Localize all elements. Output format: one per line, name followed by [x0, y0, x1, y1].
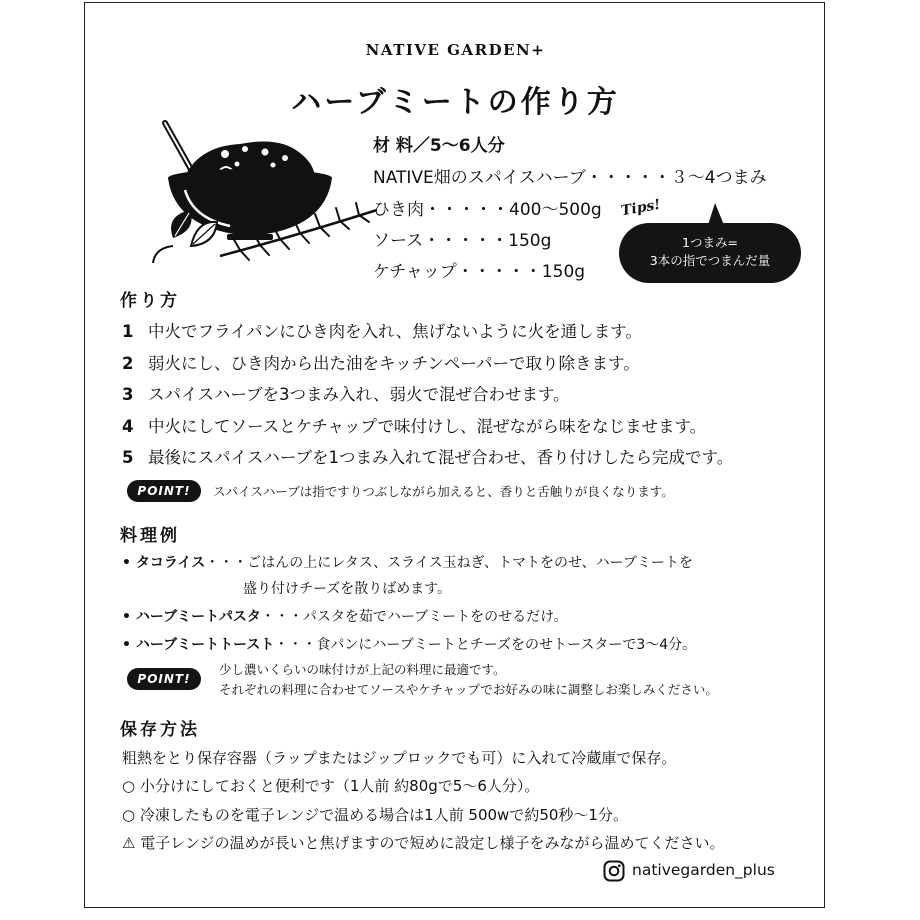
materials-heading: 材 料／5～6人分 [373, 136, 505, 156]
material-item: ケチャップ・・・・・150g [373, 262, 586, 282]
material-item: ソース・・・・・150g [373, 231, 552, 251]
step-number: 3 [122, 385, 134, 404]
example-item [122, 633, 696, 657]
point-text: それぞれの料理に合わせてソースやケチャップでお好みの味に調整しお楽しみください。 [219, 682, 718, 697]
example-text: ・・・食パンにハーブミートとチーズをのせトースターで3～4分。 [274, 637, 697, 653]
tips-line: 1つまみ= [682, 235, 738, 250]
step-number: 5 [122, 448, 134, 467]
step-number: 2 [122, 354, 134, 373]
example-item [122, 551, 693, 575]
example-label: • ハーブミートパスタ [122, 609, 261, 625]
examples-heading: 料理例 [120, 526, 180, 546]
step-text: 最後にスパイスハーブを1つまみ入れて混ぜ合わせ、香り付けしたら完成です。 [148, 448, 734, 467]
step-item [122, 413, 706, 437]
instagram-icon [603, 860, 625, 882]
material-item: ひき肉・・・・・400～500g [373, 200, 602, 220]
example-label: • タコライス [122, 555, 206, 571]
step-number: 1 [122, 322, 134, 341]
page-title: ハーブミートの作り方 [291, 85, 620, 120]
point-badge: POINT! [127, 668, 201, 690]
step-text: スパイスハーブを3つまみ入れ、弱火で混ぜ合わせます。 [148, 385, 570, 404]
storage-line: ⚠ 電子レンジの温めが長いと焦げますので短めに設定し様子をみながら温めてください。 [122, 834, 725, 852]
bowl-illustration [145, 118, 385, 263]
example-label: • ハーブミートトースト [122, 637, 275, 653]
recipe-card [84, 2, 825, 908]
step-item [122, 381, 570, 405]
tips-line: 3本の指でつまんだ量 [649, 253, 771, 268]
step-item [122, 318, 642, 342]
step-text: 中火にしてソースとケチャップで味付けし、混ぜながら味をなじませます。 [148, 417, 707, 436]
point-text: 少し濃いくらいの味付けが上記の料理に最適です。 [219, 662, 506, 677]
howto-heading: 作り方 [120, 291, 180, 311]
step-text: 中火でフライパンにひき肉を入れ、焦げないように火を通します。 [148, 322, 642, 341]
example-item [122, 605, 568, 629]
storage-line: ○ 小分けにしておくと便利です（1人前 約80gで5～6人分）。 [122, 777, 540, 795]
point-badge: POINT! [127, 480, 201, 502]
step-number: 4 [122, 417, 134, 436]
example-text-continued: 盛り付けチーズを散りばめます。 [243, 581, 452, 597]
instagram-handle[interactable]: nativegarden_plus [632, 861, 775, 879]
material-item: NATIVE畑のスパイスハーブ・・・・・３～4つまみ [373, 168, 767, 188]
step-text: 弱火にし、ひき肉から出た油をキッチンペーパーで取り除きます。 [148, 354, 640, 373]
tips-bubble [619, 223, 801, 283]
storage-heading: 保存方法 [120, 720, 200, 740]
example-text: ・・・パスタを茹でハーブミートをのせるだけ。 [260, 609, 568, 625]
brand-logo-text: NATIVE GARDEN+ [365, 41, 546, 59]
example-text: ・・・ごはんの上にレタス、スライス玉ねぎ、トマトをのせ、ハーブミートを [205, 555, 693, 571]
speech-bubble-tail-icon [704, 201, 726, 225]
step-item [122, 444, 733, 468]
storage-line: ○ 冷凍したものを電子レンジで温める場合は1人前 500wで約50秒～1分。 [122, 806, 628, 824]
point-text: スパイスハーブは指ですりつぶしながら加えると、香りと舌触りが良くなります。 [213, 484, 674, 499]
storage-line: 粗熱をとり保存容器（ラップまたはジップロックでも可）に入れて冷蔵庫で保存。 [122, 749, 677, 767]
step-item [122, 350, 640, 374]
tips-label: Tips! [619, 196, 662, 220]
